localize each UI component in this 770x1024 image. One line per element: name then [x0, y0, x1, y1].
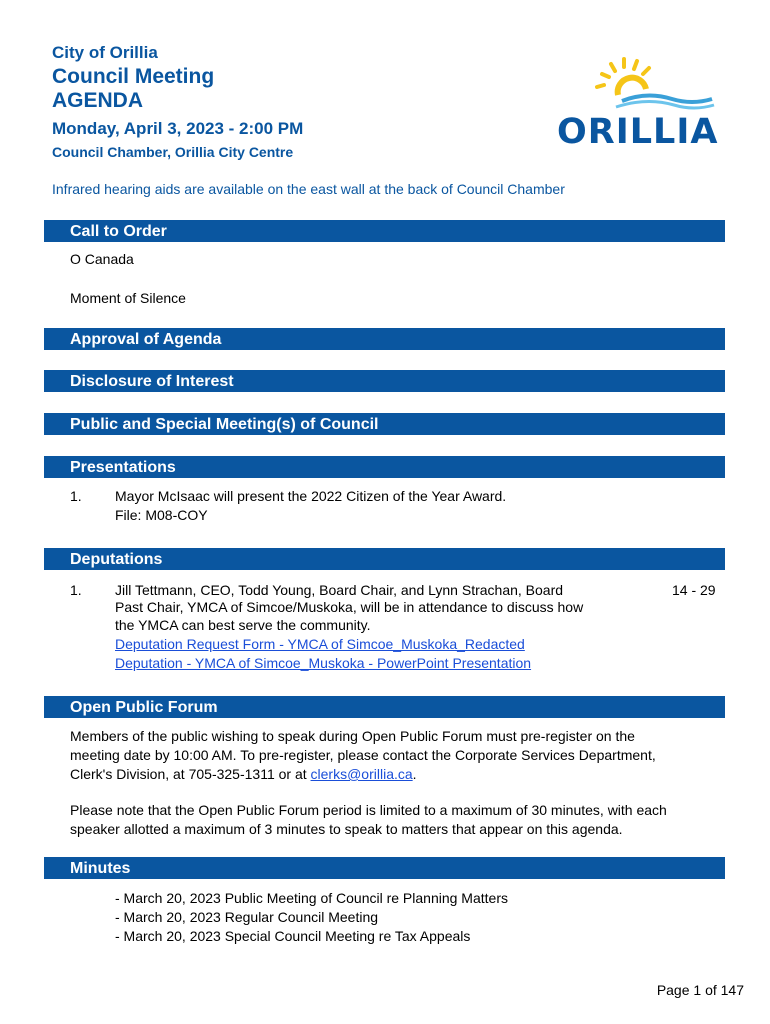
agenda-title: AGENDA: [52, 89, 144, 112]
clerks-email-link[interactable]: clerks@orillia.ca: [310, 766, 413, 782]
deputation-number: 1.: [70, 582, 82, 598]
presentation-number: 1.: [70, 488, 82, 504]
open-forum-line: speaker allotted a maximum of 3 minutes to speak to matters that appear on this agenda.: [70, 821, 623, 837]
call-to-order-item: O Canada: [70, 251, 134, 267]
section-disclosure-of-interest: Disclosure of Interest: [44, 370, 725, 392]
minutes-item: - March 20, 2023 Regular Council Meeting: [115, 909, 379, 925]
open-forum-line: [70, 765, 730, 784]
open-forum-line: Members of the public wishing to speak during Open Public Forum must pre-register on the: [70, 728, 635, 744]
meeting-datetime: Monday, April 3, 2023 - 2:00 PM: [52, 119, 304, 138]
section-call-to-order: Call to Order: [44, 220, 725, 242]
deputation-presentation-link[interactable]: Deputation - YMCA of Simcoe_Muskoka - PowerPoint Presentation: [115, 655, 532, 671]
agenda-header: [52, 44, 303, 159]
section-approval-of-agenda: Approval of Agenda: [44, 328, 725, 350]
page-number: Page 1 of 147: [656, 982, 744, 998]
presentation-file: File: M08-COY: [115, 507, 208, 523]
open-forum-note: [70, 801, 730, 839]
deputation-text: Past Chair, YMCA of Simcoe/Muskoka, will be in attendance to discuss how: [115, 599, 584, 615]
meeting-location: Council Chamber, Orillia City Centre: [52, 144, 294, 160]
section-open-public-forum: Open Public Forum: [44, 696, 725, 718]
presentation-text: Mayor McIsaac will present the 2022 Citizen of the Year Award.: [115, 488, 507, 504]
orillia-logo-wordmark: ORILLIA: [557, 112, 719, 152]
deputation-text: Jill Tettmann, CEO, Todd Young, Board Chair, and Lynn Strachan, Board: [115, 582, 564, 598]
hearing-aid-notice: Infrared hearing aids are available on the east wall at the back of Council Chamber: [52, 181, 565, 197]
open-forum-paragraph: [70, 727, 730, 784]
section-deputations: Deputations: [44, 548, 725, 570]
minutes-item: - March 20, 2023 Special Council Meeting re Tax Appeals: [115, 928, 471, 944]
section-public-special-meetings: Public and Special Meeting(s) of Council: [44, 413, 725, 435]
city-name: City of Orillia: [52, 43, 158, 62]
section-presentations: Presentations: [44, 456, 725, 478]
meeting-title: Council Meeting: [52, 65, 215, 88]
call-to-order-item: Moment of Silence: [70, 290, 186, 306]
open-forum-line: meeting date by 10:00 AM. To pre-register, please contact the Corporate Services Department,: [70, 747, 656, 763]
deputation-request-form-link[interactable]: Deputation Request Form - YMCA of Simcoe_Muskoka_Redacted: [115, 636, 525, 652]
open-forum-line: Please note that the Open Public Forum period is limited to a maximum of 30 minutes, with each: [70, 802, 667, 818]
section-minutes: Minutes: [44, 857, 725, 879]
open-forum-text: .: [412, 766, 417, 782]
open-forum-text: Clerk's Division, at 705-325-1311 or at: [70, 766, 311, 782]
minutes-item: - March 20, 2023 Public Meeting of Council re Planning Matters: [115, 890, 508, 906]
deputation-page-range: 14 - 29: [672, 582, 716, 598]
deputation-text: the YMCA can best serve the community.: [115, 617, 371, 633]
